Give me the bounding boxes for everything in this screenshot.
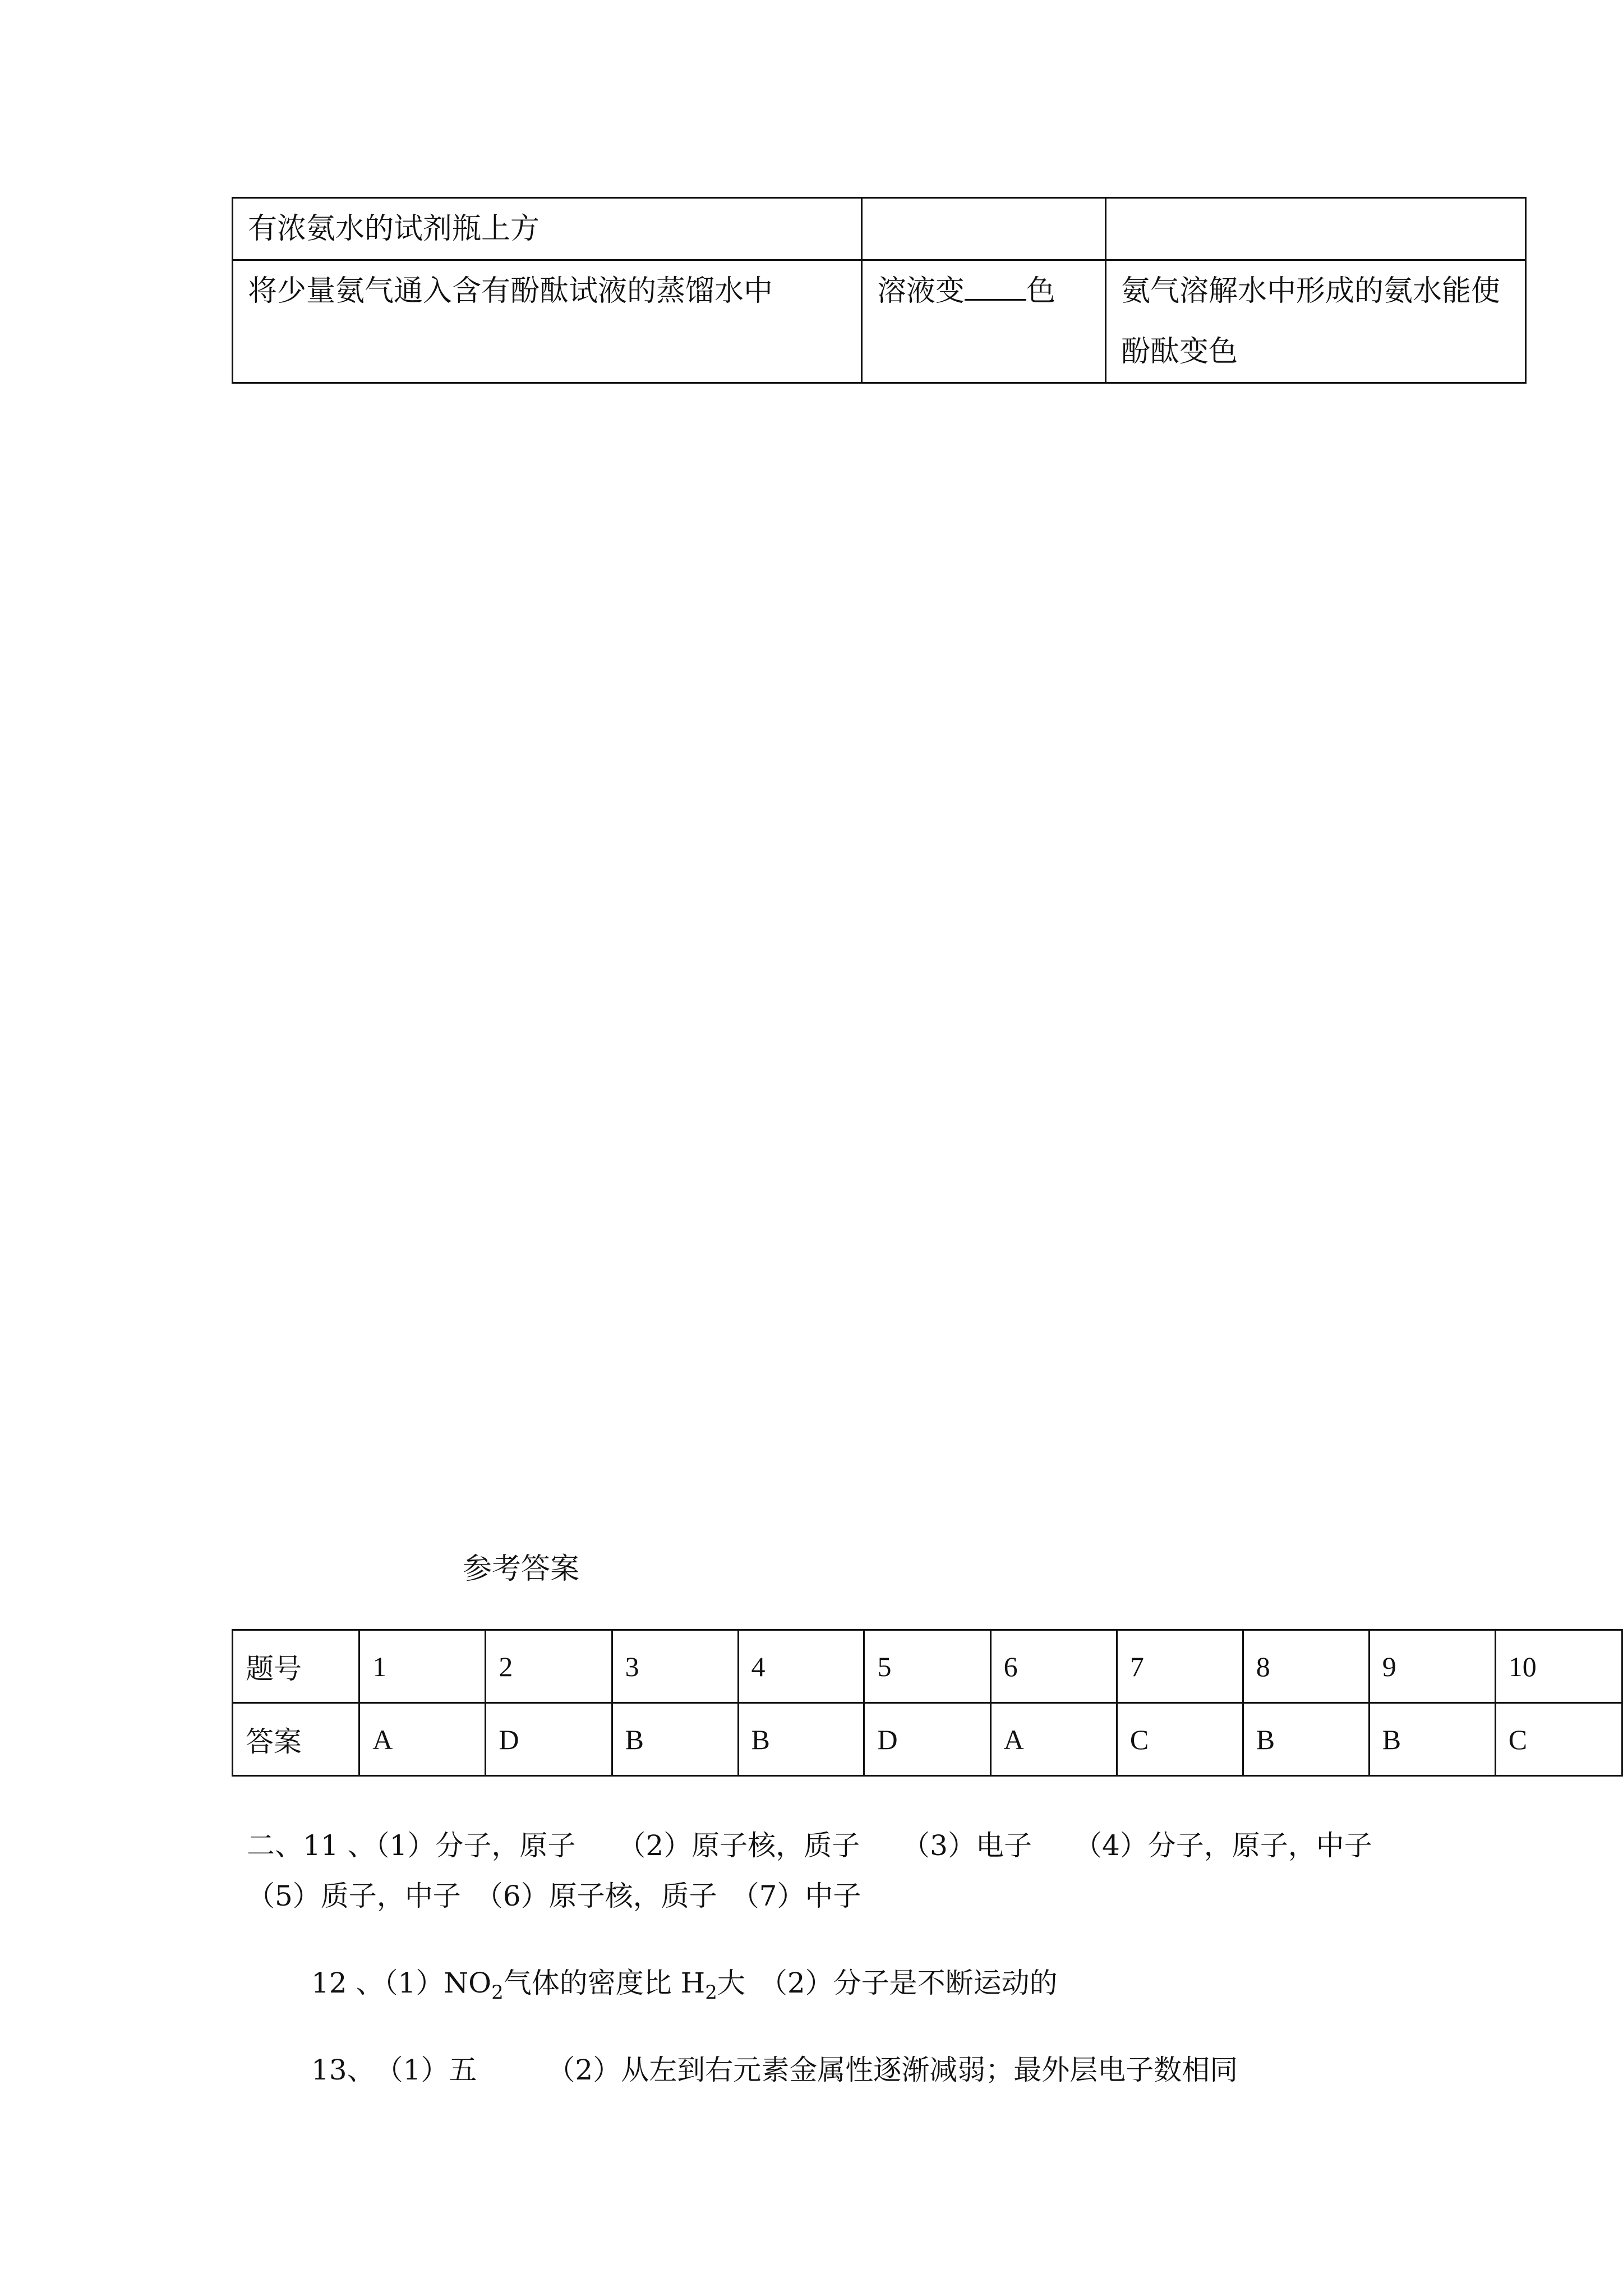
phenomenon-cell [862,260,1106,383]
operation-cell: 有浓氨水的试剂瓶上方 [233,198,862,260]
phenomenon-suffix: 色 [1026,274,1056,308]
answer-label: 答案 [233,1703,359,1776]
table-row [233,1630,1622,1703]
answer-letter: B [612,1703,738,1776]
answer-13: 13、 （1）五 （2）从左到右元素金属性逐渐减弱；最外层电子数相同 [311,2054,1238,2086]
subscript: 2 [491,1981,504,2004]
question-number: 7 [1117,1630,1243,1703]
table-row [233,260,1526,383]
question-number: 8 [1243,1630,1369,1703]
header-label: 题号 [233,1630,359,1703]
answer-letter: C [1495,1703,1622,1776]
answer-letter: D [486,1703,612,1776]
phenomenon-cell [862,198,1106,260]
answer-letter: B [1369,1703,1495,1776]
question-number: 9 [1369,1630,1495,1703]
subscript: 2 [705,1981,717,2004]
answer-letter: C [1117,1703,1243,1776]
answer-11-line-1: 二、11 、（1）分子，原子 （2）原子核，质子 （3）电子 （4）分子，原子，中子 [247,1829,1372,1862]
question-number: 5 [864,1630,990,1703]
question-number: 6 [990,1630,1117,1703]
question-number: 10 [1495,1630,1622,1703]
answer-letter: D [864,1703,990,1776]
question-number: 3 [612,1630,738,1703]
answer-12-suffix: 大 （2）分子是不断运动的 [717,1967,1058,1999]
answers-title: 参考答案 [463,1552,580,1586]
question-number: 1 [359,1630,486,1703]
answer-12 [311,1963,1058,2012]
operation-cell: 将少量氨气通入含有酚酞试液的蒸馏水中 [233,260,862,383]
conclusion-cell [1106,198,1526,260]
answer-12-prefix: 12 、（1）NO [311,1967,492,1999]
answer-11-line-2: （5）质子，中子 （6）原子核，质子 （7）中子 [247,1880,861,1912]
table-row [233,198,1526,260]
question-number: 4 [738,1630,864,1703]
answer-letter: B [738,1703,864,1776]
question-number: 2 [486,1630,612,1703]
answer-grid [232,1629,1623,1777]
answer-letter: A [359,1703,486,1776]
table-row [233,1703,1622,1776]
answer-letter: B [1243,1703,1369,1776]
experiment-table [232,197,1527,384]
answer-letter: A [990,1703,1117,1776]
conclusion-cell: 氨气溶解水中形成的氨水能使酚酞变色 [1106,260,1526,383]
phenomenon-prefix: 溶液变 [877,274,965,308]
fill-blank [965,271,1026,301]
answer-12-middle: 气体的密度比 H [503,1967,706,1999]
